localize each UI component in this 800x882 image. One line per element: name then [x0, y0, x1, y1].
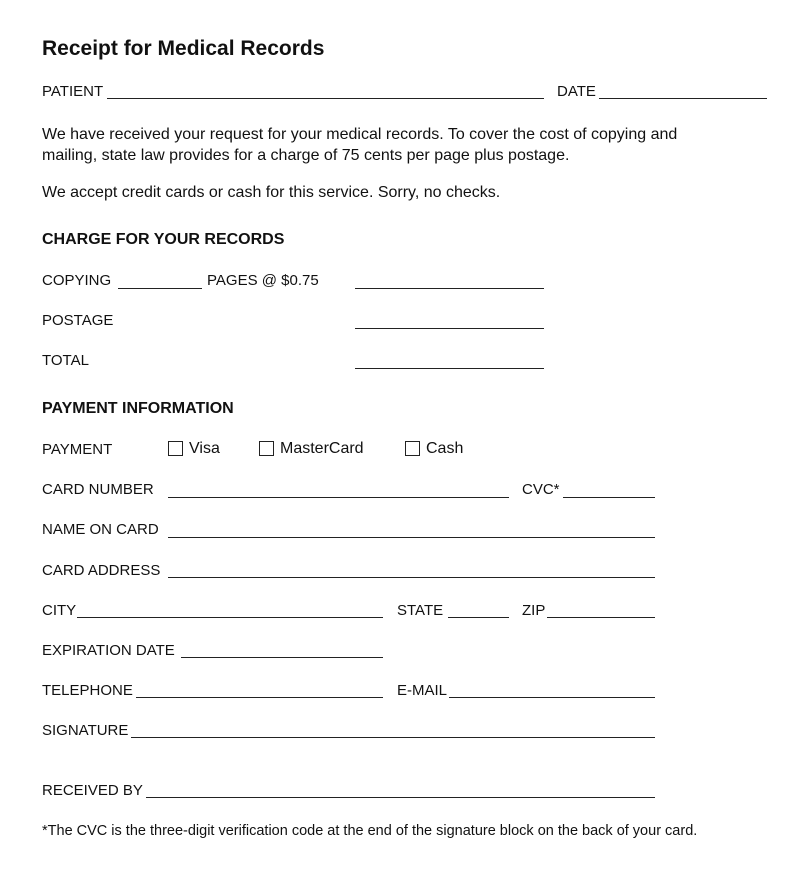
card-number-label: CARD NUMBER	[42, 481, 154, 498]
signature-label: SIGNATURE	[42, 722, 129, 739]
copying-label: COPYING	[42, 272, 112, 289]
received-by-label: RECEIVED BY	[42, 782, 143, 799]
cash-checkbox[interactable]	[405, 441, 420, 456]
zip-label: ZIP	[522, 602, 546, 619]
page-title: Receipt for Medical Records	[42, 37, 325, 60]
state-label: STATE	[397, 602, 444, 619]
intro-line-3: We accept credit cards or cash for this service. Sorry, no checks.	[42, 184, 501, 201]
charges-heading: CHARGE FOR YOUR RECORDS	[42, 231, 285, 248]
date-field[interactable]	[599, 98, 767, 99]
name-on-card-field[interactable]	[168, 537, 655, 538]
visa-checkbox[interactable]	[168, 441, 183, 456]
copying-pages-field[interactable]	[118, 288, 202, 289]
email-field[interactable]	[449, 697, 655, 698]
email-label: E-MAIL	[397, 682, 448, 699]
pages-rate-label: PAGES @ $0.75	[207, 272, 319, 289]
card-number-field[interactable]	[168, 497, 509, 498]
expiration-date-label: EXPIRATION DATE	[42, 642, 175, 659]
cvc-label: CVC*	[522, 481, 560, 498]
intro-line-1: We have received your request for your medical records. To cover the cost of copying and	[42, 126, 678, 143]
cvc-footnote: *The CVC is the three-digit verification code at the end of the signature block on the back of your card.	[42, 823, 698, 839]
city-label: CITY	[42, 602, 77, 619]
cash-option-label: Cash	[426, 440, 464, 457]
expiration-date-field[interactable]	[181, 657, 383, 658]
mastercard-checkbox[interactable]	[259, 441, 274, 456]
state-field[interactable]	[448, 617, 509, 618]
cvc-field[interactable]	[563, 497, 655, 498]
date-label: DATE	[557, 83, 596, 100]
signature-field[interactable]	[131, 737, 655, 738]
total-label: TOTAL	[42, 352, 89, 369]
postage-label: POSTAGE	[42, 312, 114, 329]
mastercard-option-label: MasterCard	[280, 440, 364, 457]
city-field[interactable]	[77, 617, 383, 618]
visa-option-label: Visa	[189, 440, 220, 457]
total-amount-field[interactable]	[355, 368, 544, 369]
payment-heading: PAYMENT INFORMATION	[42, 400, 234, 417]
card-address-label: CARD ADDRESS	[42, 562, 161, 579]
zip-field[interactable]	[547, 617, 655, 618]
postage-amount-field[interactable]	[355, 328, 544, 329]
copying-amount-field[interactable]	[355, 288, 544, 289]
received-by-field[interactable]	[146, 797, 655, 798]
telephone-field[interactable]	[136, 697, 383, 698]
intro-line-2: mailing, state law provides for a charge of 75 cents per page plus postage.	[42, 147, 570, 164]
patient-field[interactable]	[107, 98, 544, 99]
card-address-field[interactable]	[168, 577, 655, 578]
telephone-label: TELEPHONE	[42, 682, 133, 699]
name-on-card-label: NAME ON CARD	[42, 521, 159, 538]
payment-label: PAYMENT	[42, 441, 113, 458]
patient-label: PATIENT	[42, 83, 104, 100]
